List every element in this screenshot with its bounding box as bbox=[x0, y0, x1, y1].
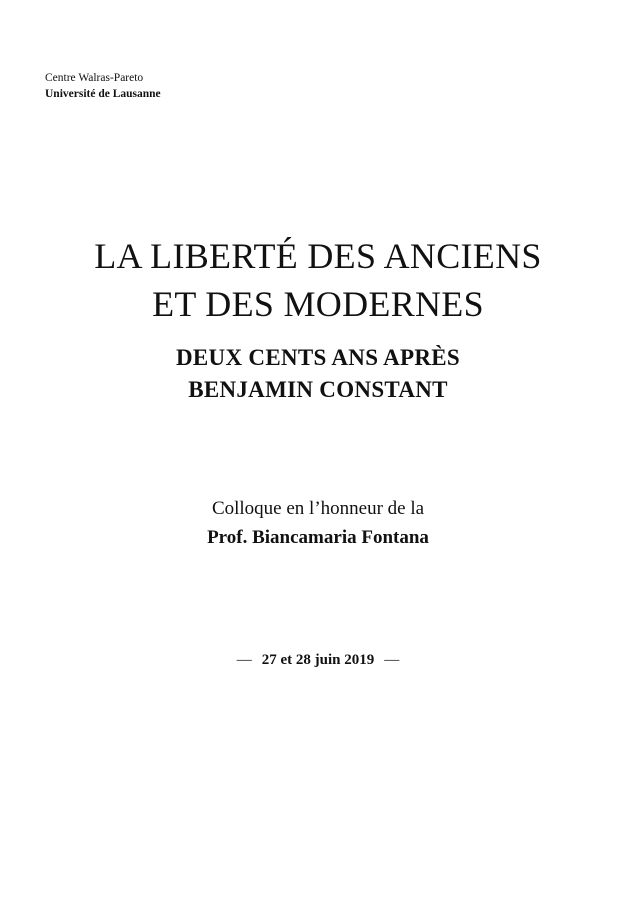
institution-centre: Centre Walras-Pareto bbox=[45, 72, 144, 84]
subtitle-line-1: DEUX CENTS ANS APRÈS bbox=[176, 345, 460, 370]
dash-right: — bbox=[384, 652, 400, 668]
dates-text: 27 et 28 juin 2019 bbox=[261, 652, 375, 668]
document-title bbox=[0, 232, 636, 328]
title-line-2: ET DES MODERNES bbox=[152, 284, 484, 324]
colloque-intro: Colloque en l’honneur de la bbox=[211, 498, 425, 519]
event-dates bbox=[0, 650, 636, 670]
institution-university: Université de Lausanne bbox=[45, 88, 161, 100]
document-subtitle bbox=[0, 342, 636, 406]
institution-header bbox=[45, 70, 161, 102]
dash-left: — bbox=[236, 652, 252, 668]
subtitle-line-2: BENJAMIN CONSTANT bbox=[188, 377, 448, 402]
colloque-dedication bbox=[0, 494, 636, 552]
honoree-name: Prof. Biancamaria Fontana bbox=[207, 527, 429, 548]
title-line-1: LA LIBERTÉ DES ANCIENS bbox=[94, 236, 542, 276]
